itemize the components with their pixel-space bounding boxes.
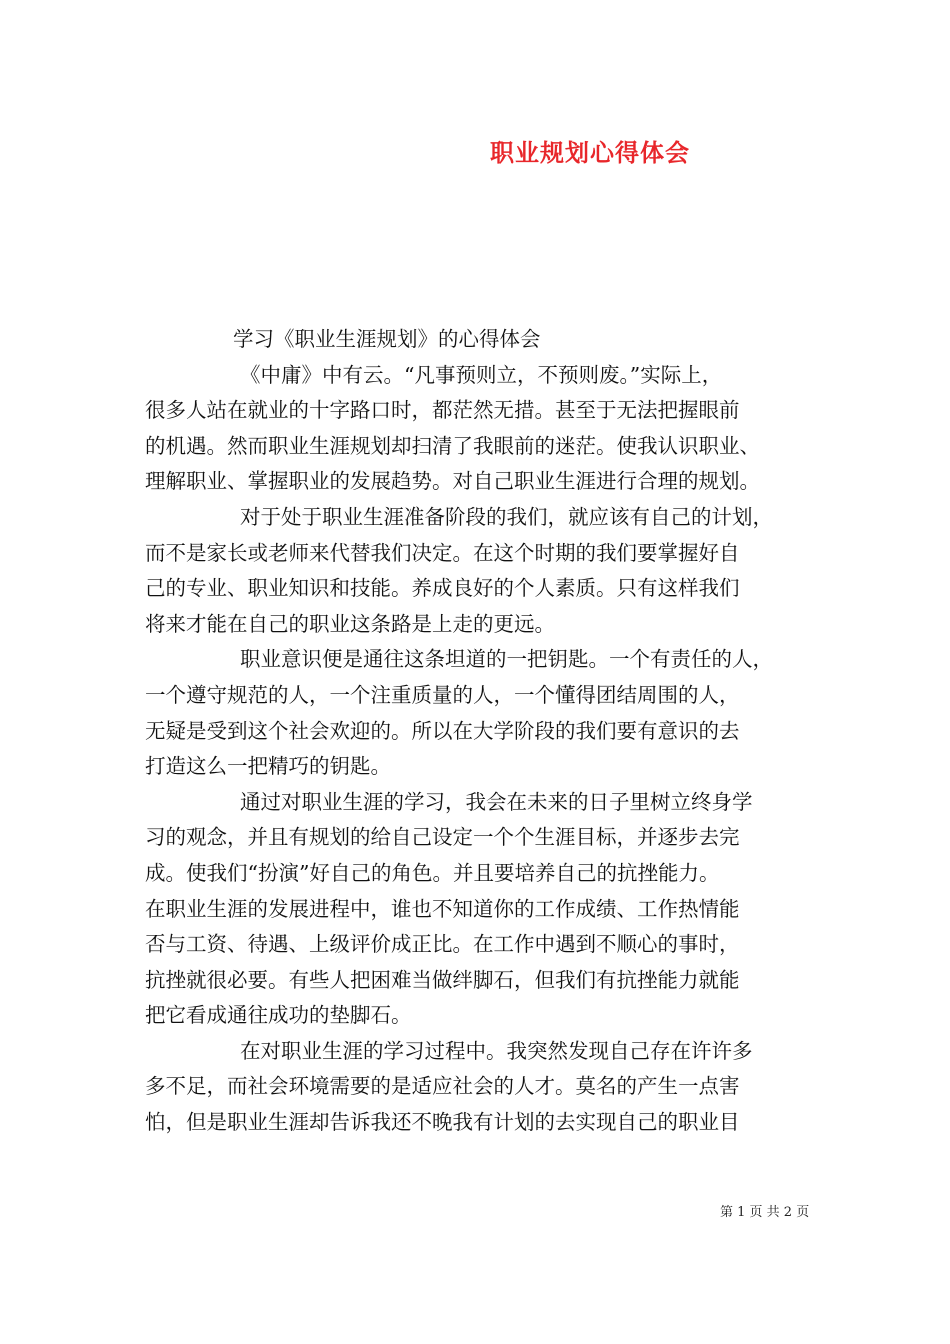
paragraph-line: 打造这么一把精巧的钥匙。 <box>145 754 391 779</box>
document-body <box>145 322 815 1141</box>
paragraph-line: 多不足，而社会环境需要的是适应社会的人才。莫名的产生一点害 <box>145 1074 740 1099</box>
paragraph-line: 而不是家长或老师来代替我们决定。在这个时期的我们要掌握好自 <box>145 540 740 565</box>
paragraph-line: 职业意识便是通往这条坦道的一把钥匙。一个有责任的人， <box>240 647 773 672</box>
paragraph-5 <box>145 1034 815 1141</box>
paragraph-line: 习的观念，并且有规划的给自己设定一个个生涯目标，并逐步去完 <box>145 825 740 850</box>
paragraph-line: 对于处于职业生涯准备阶段的我们，就应该有自己的计划， <box>240 504 773 529</box>
paragraph-line: 抗挫就很必要。有些人把困难当做绊脚石，但我们有抗挫能力就能 <box>145 967 740 992</box>
paragraph-1 <box>145 358 815 500</box>
paragraph-line: 无疑是受到这个社会欢迎的。所以在大学阶段的我们要有意识的去 <box>145 718 740 743</box>
paragraph-3 <box>145 642 815 784</box>
document-title: 职业规划心得体会 <box>490 138 690 167</box>
paragraph-line: 己的专业、职业知识和技能。养成良好的个人素质。只有这样我们 <box>145 576 740 601</box>
paragraph-line: 在职业生涯的发展进程中，谁也不知道你的工作成绩、工作热情能 <box>145 896 740 921</box>
paragraph-4 <box>145 785 815 1034</box>
paragraph-line: 怕，但是职业生涯却告诉我还不晚我有计划的去实现自己的职业目 <box>145 1110 740 1135</box>
paragraph-line: 将来才能在自己的职业这条路是上走的更远。 <box>145 611 555 636</box>
page-number: 第 1 页 共 2 页 <box>720 1205 810 1220</box>
paragraph-line: 《中庸》中有云。“凡事预则立，不预则废。”实际上， <box>240 362 723 387</box>
paragraph-line: 一个遵守规范的人，一个注重质量的人，一个懂得团结周围的人， <box>145 682 740 707</box>
paragraph-line: 的机遇。然而职业生涯规划却扫清了我眼前的迷茫。使我认识职业、 <box>145 433 760 458</box>
document-subtitle: 学习《职业生涯规划》的心得体会 <box>233 327 541 351</box>
paragraph-line: 成。使我们“扮演”好自己的角色。并且要培养自己的抗挫能力。 <box>145 860 720 885</box>
paragraph-line: 否与工资、待遇、上级评价成正比。在工作中遇到不顺心的事时， <box>145 932 740 957</box>
paragraph-2 <box>145 500 815 642</box>
paragraph-line: 在对职业生涯的学习过程中。我突然发现自己存在许许多 <box>240 1038 753 1063</box>
paragraph-line: 把它看成通往成功的垫脚石。 <box>145 1003 412 1028</box>
paragraph-line: 很多人站在就业的十字路口时，都茫然无措。甚至于无法把握眼前 <box>145 398 740 423</box>
paragraph-line: 通过对职业生涯的学习，我会在未来的日子里树立终身学 <box>240 789 753 814</box>
paragraph-line: 理解职业、掌握职业的发展趋势。对自己职业生涯进行合理的规划。 <box>145 469 760 494</box>
